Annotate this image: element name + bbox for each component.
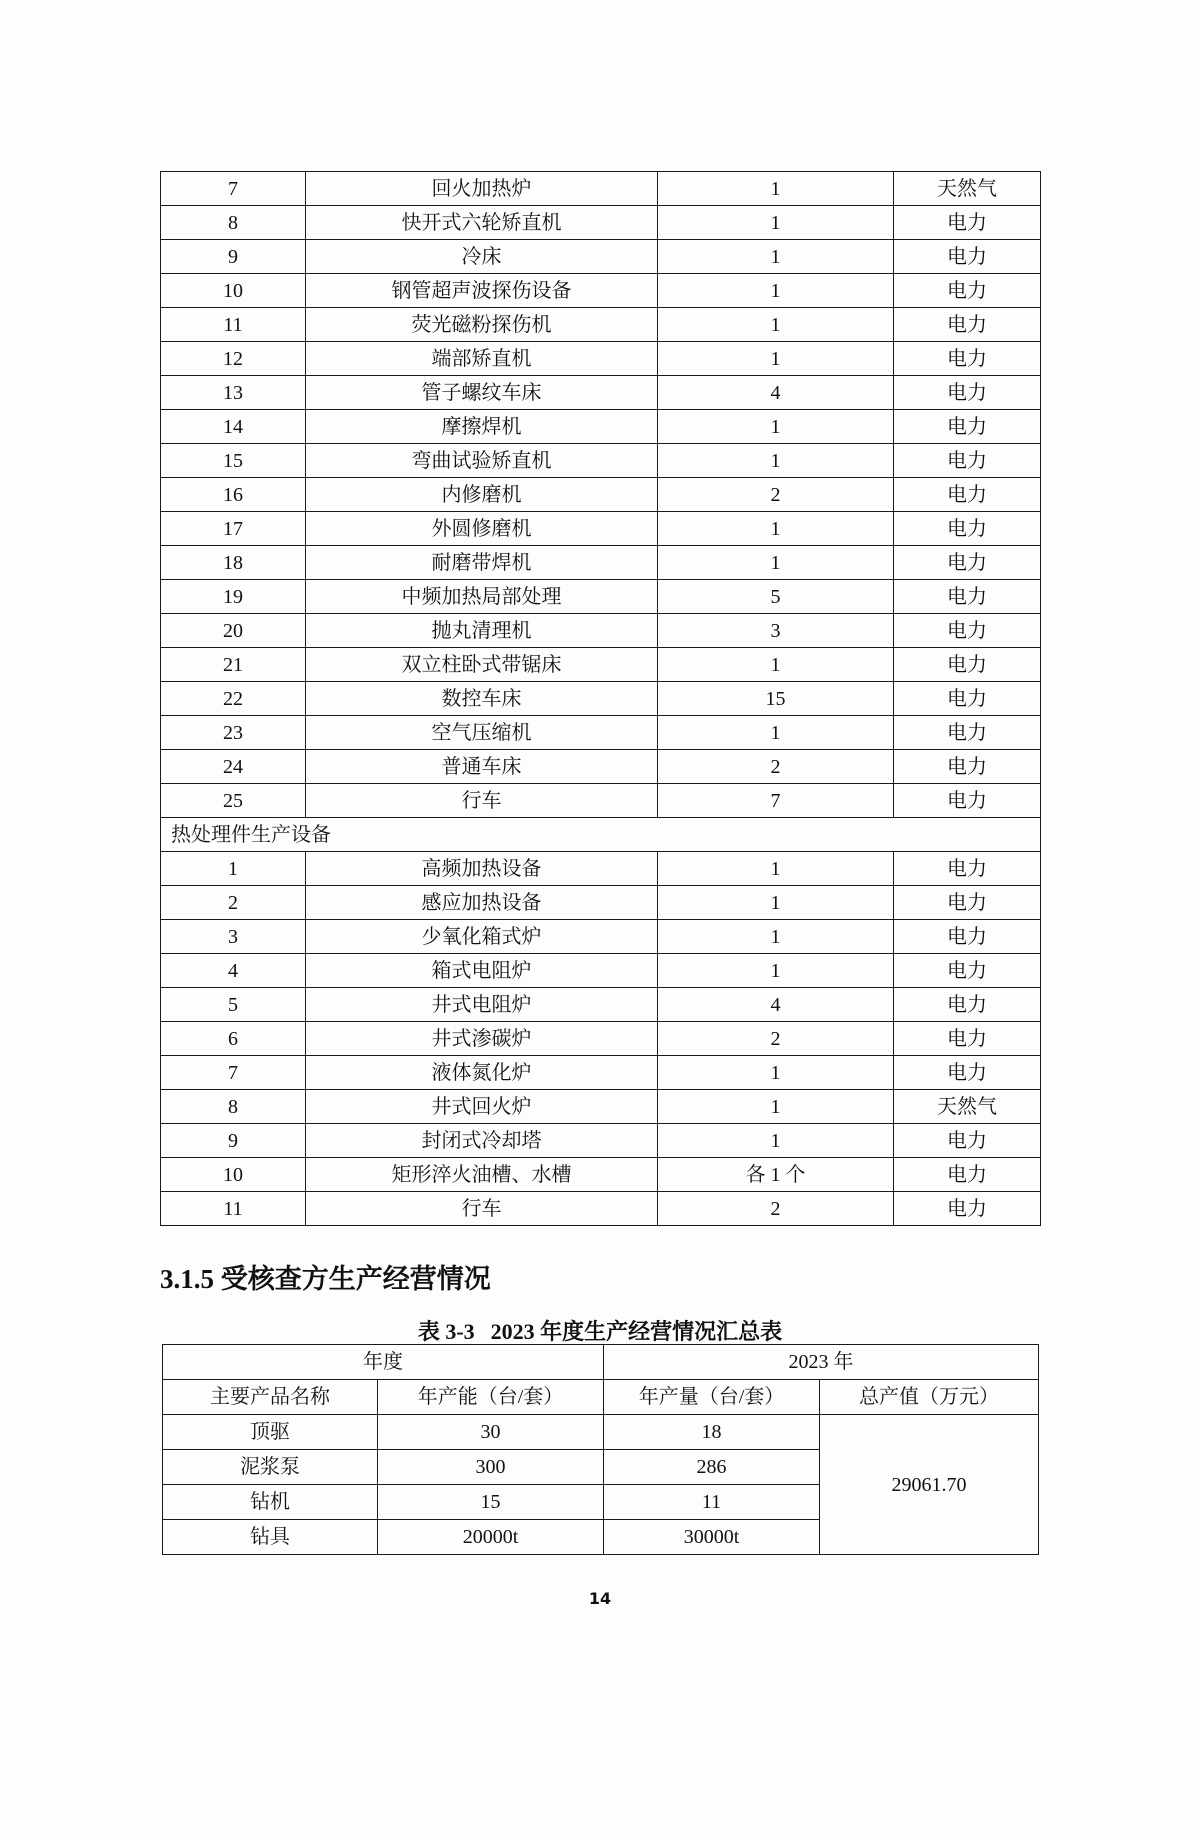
energy-type: 电力 — [894, 580, 1041, 614]
table-row — [161, 1124, 1041, 1158]
equipment-quantity: 1 — [658, 1090, 894, 1124]
total-output-value: 29061.70 — [820, 1415, 1039, 1555]
equipment-quantity: 1 — [658, 342, 894, 376]
row-number: 8 — [161, 206, 306, 240]
equipment-quantity: 1 — [658, 886, 894, 920]
equipment-quantity: 4 — [658, 988, 894, 1022]
product-name: 钻具 — [163, 1520, 378, 1555]
header-row-columns — [163, 1380, 1039, 1415]
equipment-name: 行车 — [306, 1192, 658, 1226]
row-number: 21 — [161, 648, 306, 682]
equipment-table-body-part1 — [161, 172, 1041, 818]
energy-type: 电力 — [894, 750, 1041, 784]
column-header: 主要产品名称 — [163, 1380, 378, 1415]
row-number: 1 — [161, 852, 306, 886]
row-number: 25 — [161, 784, 306, 818]
equipment-name: 箱式电阻炉 — [306, 954, 658, 988]
energy-type: 电力 — [894, 954, 1041, 988]
equipment-quantity: 15 — [658, 682, 894, 716]
energy-type: 电力 — [894, 648, 1041, 682]
row-number: 2 — [161, 886, 306, 920]
table-row — [161, 240, 1041, 274]
caption-title: 2023 年度生产经营情况汇总表 — [490, 1319, 783, 1344]
equipment-name: 井式回火炉 — [306, 1090, 658, 1124]
row-number: 11 — [161, 1192, 306, 1226]
equipment-quantity: 3 — [658, 614, 894, 648]
row-number: 16 — [161, 478, 306, 512]
equipment-name: 感应加热设备 — [306, 886, 658, 920]
table-row — [161, 750, 1041, 784]
annual-capacity: 30 — [378, 1415, 604, 1450]
energy-type: 电力 — [894, 716, 1041, 750]
equipment-name: 数控车床 — [306, 682, 658, 716]
table-row — [161, 410, 1041, 444]
table-row — [161, 852, 1041, 886]
table-row — [161, 954, 1041, 988]
row-number: 13 — [161, 376, 306, 410]
row-number: 7 — [161, 1056, 306, 1090]
equipment-name: 荧光磁粉探伤机 — [306, 308, 658, 342]
equipment-quantity: 各 1 个 — [658, 1158, 894, 1192]
header-year-value: 2023 年 — [604, 1345, 1039, 1380]
equipment-quantity: 1 — [658, 444, 894, 478]
equipment-quantity: 5 — [658, 580, 894, 614]
energy-type: 电力 — [894, 886, 1041, 920]
annual-capacity: 15 — [378, 1485, 604, 1520]
table-row — [161, 1090, 1041, 1124]
equipment-name: 封闭式冷却塔 — [306, 1124, 658, 1158]
header-year-label: 年度 — [163, 1345, 604, 1380]
annual-capacity: 300 — [378, 1450, 604, 1485]
annual-output: 30000t — [604, 1520, 820, 1555]
row-number: 3 — [161, 920, 306, 954]
energy-type: 电力 — [894, 1158, 1041, 1192]
energy-type: 电力 — [894, 376, 1041, 410]
table-row — [161, 376, 1041, 410]
table-row — [161, 784, 1041, 818]
table-row — [161, 512, 1041, 546]
equipment-name: 少氧化箱式炉 — [306, 920, 658, 954]
equipment-quantity: 2 — [658, 478, 894, 512]
equipment-quantity: 2 — [658, 750, 894, 784]
table-row — [161, 682, 1041, 716]
equipment-table-body-part2 — [161, 852, 1041, 1226]
energy-type: 电力 — [894, 988, 1041, 1022]
equipment-quantity: 1 — [658, 1056, 894, 1090]
equipment-name: 内修磨机 — [306, 478, 658, 512]
equipment-name: 外圆修磨机 — [306, 512, 658, 546]
equipment-quantity: 1 — [658, 172, 894, 206]
table-row — [161, 172, 1041, 206]
product-name: 钻机 — [163, 1485, 378, 1520]
table-row — [161, 308, 1041, 342]
row-number: 10 — [161, 1158, 306, 1192]
row-number: 11 — [161, 308, 306, 342]
equipment-name: 矩形淬火油槽、水槽 — [306, 1158, 658, 1192]
energy-type: 电力 — [894, 546, 1041, 580]
table-row — [163, 1415, 1039, 1450]
table-row — [161, 920, 1041, 954]
section-title: 热处理件生产设备 — [161, 818, 1041, 852]
table-row — [161, 648, 1041, 682]
page-number: 14 — [588, 1589, 612, 1608]
equipment-name: 回火加热炉 — [306, 172, 658, 206]
equipment-quantity: 1 — [658, 716, 894, 750]
equipment-name: 管子螺纹车床 — [306, 376, 658, 410]
row-number: 9 — [161, 1124, 306, 1158]
equipment-name: 中频加热局部处理 — [306, 580, 658, 614]
row-number: 17 — [161, 512, 306, 546]
table-row — [161, 478, 1041, 512]
table-row — [161, 342, 1041, 376]
column-header: 年产能（台/套） — [378, 1380, 604, 1415]
row-number: 10 — [161, 274, 306, 308]
equipment-quantity: 1 — [658, 648, 894, 682]
row-number: 12 — [161, 342, 306, 376]
table-row — [161, 716, 1041, 750]
equipment-name: 行车 — [306, 784, 658, 818]
annual-output: 286 — [604, 1450, 820, 1485]
row-number: 24 — [161, 750, 306, 784]
energy-type: 电力 — [894, 308, 1041, 342]
row-number: 18 — [161, 546, 306, 580]
production-table — [162, 1344, 1039, 1555]
row-number: 22 — [161, 682, 306, 716]
product-name: 泥浆泵 — [163, 1450, 378, 1485]
table-row — [161, 580, 1041, 614]
annual-output: 18 — [604, 1415, 820, 1450]
equipment-name: 钢管超声波探伤设备 — [306, 274, 658, 308]
table-row — [161, 1192, 1041, 1226]
energy-type: 电力 — [894, 1192, 1041, 1226]
energy-type: 电力 — [894, 478, 1041, 512]
table-row — [161, 206, 1041, 240]
annual-output: 11 — [604, 1485, 820, 1520]
energy-type: 电力 — [894, 444, 1041, 478]
equipment-name: 快开式六轮矫直机 — [306, 206, 658, 240]
column-header: 年产量（台/套） — [604, 1380, 820, 1415]
equipment-quantity: 7 — [658, 784, 894, 818]
equipment-name: 普通车床 — [306, 750, 658, 784]
energy-type: 电力 — [894, 1056, 1041, 1090]
energy-type: 电力 — [894, 512, 1041, 546]
energy-type: 电力 — [894, 784, 1041, 818]
table-row — [161, 886, 1041, 920]
equipment-name: 冷床 — [306, 240, 658, 274]
equipment-quantity: 1 — [658, 954, 894, 988]
equipment-quantity: 1 — [658, 920, 894, 954]
energy-type: 电力 — [894, 614, 1041, 648]
equipment-name: 耐磨带焊机 — [306, 546, 658, 580]
energy-type: 电力 — [894, 920, 1041, 954]
energy-type: 电力 — [894, 1124, 1041, 1158]
equipment-quantity: 1 — [658, 240, 894, 274]
table-row — [161, 1158, 1041, 1192]
energy-type: 电力 — [894, 682, 1041, 716]
equipment-quantity: 2 — [658, 1022, 894, 1056]
row-number: 19 — [161, 580, 306, 614]
row-number: 8 — [161, 1090, 306, 1124]
row-number: 4 — [161, 954, 306, 988]
table-row — [161, 546, 1041, 580]
section-heading: 3.1.5 受核查方生产经营情况 — [160, 1264, 491, 1294]
table-row — [161, 1022, 1041, 1056]
equipment-name: 抛丸清理机 — [306, 614, 658, 648]
row-number: 7 — [161, 172, 306, 206]
equipment-quantity: 4 — [658, 376, 894, 410]
equipment-quantity: 1 — [658, 410, 894, 444]
equipment-name: 端部矫直机 — [306, 342, 658, 376]
equipment-quantity: 2 — [658, 1192, 894, 1226]
equipment-name: 高频加热设备 — [306, 852, 658, 886]
section-row — [161, 818, 1041, 852]
equipment-quantity: 1 — [658, 274, 894, 308]
equipment-table — [160, 171, 1041, 1226]
caption-number: 表 3-3 — [417, 1319, 475, 1344]
equipment-name: 井式渗碳炉 — [306, 1022, 658, 1056]
row-number: 5 — [161, 988, 306, 1022]
row-number: 14 — [161, 410, 306, 444]
row-number: 23 — [161, 716, 306, 750]
table-caption — [0, 1315, 1200, 1346]
row-number: 20 — [161, 614, 306, 648]
table-row — [161, 274, 1041, 308]
row-number: 9 — [161, 240, 306, 274]
equipment-name: 空气压缩机 — [306, 716, 658, 750]
equipment-name: 液体氮化炉 — [306, 1056, 658, 1090]
energy-type: 电力 — [894, 206, 1041, 240]
row-number: 6 — [161, 1022, 306, 1056]
row-number: 15 — [161, 444, 306, 478]
energy-type: 天然气 — [894, 1090, 1041, 1124]
equipment-name: 摩擦焊机 — [306, 410, 658, 444]
equipment-quantity: 1 — [658, 1124, 894, 1158]
energy-type: 电力 — [894, 240, 1041, 274]
table-row — [161, 1056, 1041, 1090]
energy-type: 电力 — [894, 852, 1041, 886]
energy-type: 天然气 — [894, 172, 1041, 206]
energy-type: 电力 — [894, 274, 1041, 308]
header-row-year — [163, 1345, 1039, 1380]
energy-type: 电力 — [894, 410, 1041, 444]
table-row — [161, 444, 1041, 478]
equipment-name: 双立柱卧式带锯床 — [306, 648, 658, 682]
table-row — [161, 614, 1041, 648]
equipment-name: 弯曲试验矫直机 — [306, 444, 658, 478]
column-header: 总产值（万元） — [820, 1380, 1039, 1415]
table-row — [161, 988, 1041, 1022]
annual-capacity: 20000t — [378, 1520, 604, 1555]
equipment-quantity: 1 — [658, 512, 894, 546]
energy-type: 电力 — [894, 1022, 1041, 1056]
equipment-quantity: 1 — [658, 308, 894, 342]
equipment-name: 井式电阻炉 — [306, 988, 658, 1022]
equipment-quantity: 1 — [658, 206, 894, 240]
energy-type: 电力 — [894, 342, 1041, 376]
product-name: 顶驱 — [163, 1415, 378, 1450]
equipment-quantity: 1 — [658, 852, 894, 886]
equipment-quantity: 1 — [658, 546, 894, 580]
